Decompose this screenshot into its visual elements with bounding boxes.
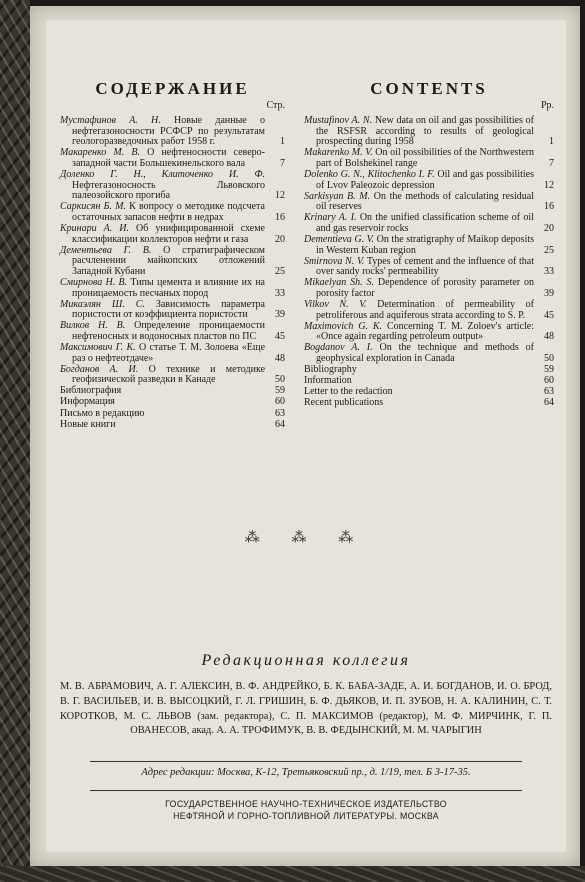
toc-entry-page: 64 [544, 397, 554, 409]
toc-entry-title: Письмо в редакцию [60, 407, 145, 419]
toc-entry-page: 1 [280, 136, 285, 148]
toc-entry-page: 39 [544, 288, 554, 299]
toc-entry-title: Recent publications [304, 397, 384, 409]
toc-entry-title: Нефтегазоносность Львовского палеозойского прогиба [72, 179, 265, 202]
toc-entry-text [304, 148, 534, 169]
toc-entry-page: 59 [275, 385, 285, 397]
toc-entry [304, 300, 554, 322]
book-bottom-edge [0, 866, 585, 882]
toc-entry-text [60, 116, 265, 148]
toc-entry-title: On the methods of calculating residual oil reserves [316, 190, 534, 213]
toc-entry-text [60, 170, 265, 202]
toc-entry-text [304, 322, 534, 343]
toc-entry-page: 39 [275, 309, 285, 321]
toc-entry-author: Микаэлян Ш. С. [60, 298, 145, 310]
toc-entry-text [304, 257, 534, 278]
page-column-header-ru: Стр. [266, 100, 285, 111]
divider-top [90, 761, 522, 762]
toc-entry-text [304, 398, 534, 409]
toc-entry [304, 213, 554, 235]
toc-entry-title: Новые книги [60, 418, 116, 430]
toc-entry-title: On the stratigraphy of Maikop deposits in Western Kuban region [316, 234, 535, 256]
contents-heading-en: CONTENTS [370, 79, 488, 98]
toc-entry [304, 257, 554, 279]
divider-bottom [90, 790, 522, 791]
book-spine-edge [0, 0, 30, 882]
editorial-address: Адрес редакции: Москва, К-12, Третьяковский пр., д. 1/19, тел. Б 3-17-35. [141, 767, 471, 778]
toc-entry-text [60, 321, 265, 342]
toc-entry-page: 45 [544, 309, 554, 321]
document-page [30, 6, 580, 866]
publisher-imprint [46, 798, 566, 822]
toc-entry-title: Oil and gas possibilities of Lvov Paleozoic depression [316, 168, 534, 191]
toc-entry-page: 63 [544, 386, 554, 398]
toc-entry [304, 343, 554, 365]
toc-entry-page: 33 [544, 266, 554, 278]
toc-entry-text [60, 224, 265, 245]
contents-russian [60, 78, 285, 431]
toc-entry [304, 148, 554, 170]
toc-entry-page: 50 [544, 353, 554, 365]
toc-entry-text [304, 387, 534, 398]
toc-entry-text [304, 213, 534, 234]
toc-entry-text [60, 202, 265, 223]
toc-entry-author: Доленко Г. Н., Клиточенко И. Ф. [60, 168, 265, 180]
toc-entry-page: 7 [549, 157, 554, 169]
toc-entry-page: 20 [275, 233, 285, 245]
toc-entry-title: К вопросу о методике подсчета остаточных запасов нефти в недрах [72, 201, 265, 223]
toc-entry-author: Dementieva G. V. [304, 234, 374, 246]
toc-entry-author: Bogdanov A. I. [304, 342, 373, 354]
toc-entry-page: 59 [544, 364, 554, 376]
toc-entry-title: Bibliography [304, 364, 357, 376]
toc-entry-page: 48 [275, 352, 285, 364]
publisher-line-1: ГОСУДАРСТВЕННОЕ НАУЧНО-ТЕХНИЧЕСКОЕ ИЗДАТЕЛЬСТВО [165, 799, 447, 809]
page-content [46, 20, 566, 852]
toc-entry-page: 25 [544, 244, 554, 256]
toc-entry [304, 398, 554, 409]
toc-entry-text [304, 278, 534, 299]
toc-entry-author: Mikaelyan Sh. S. [304, 277, 375, 289]
toc-entry-text [304, 116, 534, 148]
toc-entry [304, 116, 554, 148]
toc-entry-author: Vilkov N. V. [304, 299, 367, 311]
toc-entry [60, 116, 285, 148]
toc-entry-text [304, 376, 534, 387]
publisher-line-2: НЕФТЯНОЙ И ГОРНО-ТОПЛИВНОЙ ЛИТЕРАТУРЫ. МОСКВА [173, 811, 439, 821]
toc-entry-text [304, 343, 534, 364]
toc-entry-title: Information [304, 375, 352, 387]
toc-entry-text [60, 246, 265, 278]
toc-entry-author: Sarkisyan B. M. [304, 190, 371, 202]
toc-entry-page: 12 [544, 179, 554, 191]
toc-entry [304, 235, 554, 257]
toc-entry-page: 64 [275, 418, 285, 430]
toc-entry-page: 50 [275, 374, 285, 386]
toc-entry-title: О технике и методике геофизической разведки в Канаде [72, 363, 266, 386]
toc-entry-author: Maximovich G. K. [304, 320, 383, 332]
toc-entry-author: Krinary A. I. [304, 212, 357, 224]
toc-entry-page: 48 [544, 331, 554, 343]
toc-entry-title: On the technique and methods of geophysical exploration in Canada [316, 342, 534, 365]
toc-entry [60, 321, 285, 343]
toc-entry [304, 322, 554, 344]
toc-entry-text [60, 300, 265, 321]
toc-entry-text [304, 170, 534, 191]
toc-entry-page: 60 [544, 375, 554, 387]
toc-entry-title: Новые данные о нефтегазоносности РСФСР по результатам геологоразведочных работ 1958 г. [72, 115, 265, 148]
toc-entry [60, 365, 285, 387]
toc-entry-title: О статье Т. М. Золоева «Еще раз о нефтеотдаче» [72, 341, 266, 364]
toc-entry-text [60, 420, 265, 431]
toc-entry [60, 278, 285, 300]
toc-entry [304, 278, 554, 300]
editorial-board-members: М. В. АБРАМОВИЧ, А. Г. АЛЕКСИН, В. Ф. АНДРЕЙКО, Б. К. БАБА-ЗАДЕ, А. И. БОГДАНОВ, И. О. БРОД, В. Г. ВАСИЛЬЕВ, И. В. ВЫСОЦКИЙ, Г. Л. ГРИШИН, Б. Ф. ДЬЯКОВ, И. П. ЗУБОВ, Н. А. КАЛИНИН, С. Т. КОРОТКОВ, М. С. ЛЬВОВ (зам. редактора), С. П. МАКСИМОВ (редактор), М. Ф. МИРЧИНК, Г. П. ОВАНЕСОВ, акад. А. А. ТРОФИМУК, В. В. ФЕДЫНСКИЙ, М. М. ЧАРЫГИН [60, 681, 552, 737]
toc-entry [60, 343, 285, 365]
toc-entry-text [304, 365, 534, 376]
toc-entry-text [60, 278, 265, 299]
toc-entry [60, 202, 285, 224]
toc-entry [304, 192, 554, 214]
toc-entry-author: Максимович Г. К. [60, 341, 136, 353]
toc-entry-author: Mustafinov A. N. [304, 115, 373, 126]
toc-entry-title: Информация [60, 396, 115, 408]
toc-entry-author: Мустафинов А. Н. [60, 115, 161, 126]
page-column-header-en: Pp. [540, 100, 554, 111]
toc-entry-author: Макаренко М. В. [60, 147, 140, 159]
toc-entry-title: New data on oil and gas possibilities of the RSFSR according to results of geological prospecting during 1958 [316, 115, 534, 148]
toc-entry-page: 20 [544, 222, 554, 234]
toc-entry-page: 7 [280, 157, 285, 169]
toc-entry [60, 148, 285, 170]
toc-entry-author: Дементьева Г. В. [60, 244, 152, 256]
toc-entry [304, 170, 554, 192]
toc-entry-author: Вилков Н. В. [60, 320, 126, 332]
toc-entry-author: Саркисян Б. М. [60, 201, 126, 213]
toc-list-ru [60, 116, 285, 431]
toc-entry-text [60, 397, 265, 408]
toc-entry-title: On oil possibilities of the Northwestern part of Bolshekinel range [316, 147, 534, 169]
toc-entry-page: 12 [275, 190, 285, 202]
toc-entry-page: 33 [275, 287, 285, 299]
contents-english [304, 78, 554, 410]
toc-entry-title: Типы цемента и влияние их на проницаемость песчаных пород [72, 276, 265, 299]
toc-entry-title: Determination of permeability of petroliferous and aquiferous strata according to S. P. [316, 299, 534, 321]
toc-entry-page: 1 [549, 136, 554, 148]
toc-entry-page: 63 [275, 407, 285, 419]
toc-entry-text [60, 148, 265, 169]
toc-entry-page: 16 [275, 211, 285, 223]
toc-entry-title: Зависимость параметра пористости от коэффициента пористости [72, 298, 265, 321]
toc-list-en [304, 116, 554, 410]
toc-entry-title: Types of cement and the influence of that over sandy rocks' permeability [316, 255, 534, 278]
toc-entry-page: 16 [544, 201, 554, 213]
toc-entry [60, 246, 285, 278]
toc-entry [60, 224, 285, 246]
toc-entry-text [60, 386, 265, 397]
toc-entry-author: Кринари А. И. [60, 222, 129, 234]
toc-entry-text [60, 409, 265, 420]
toc-entry-title: О нефтеносности северо-западной части Большекинельского вала [72, 147, 265, 169]
toc-entry-author: Smirnova N. V. [304, 255, 365, 267]
toc-entry-author: Dolenko G. N., Klitochenko I. F. [304, 168, 435, 180]
toc-entry-page: 25 [275, 265, 285, 277]
toc-entry-page: 60 [275, 396, 285, 408]
toc-entry-title: О стратиграфическом расчленении майкопских отложений Западной Кубани [72, 244, 265, 277]
toc-entry-title: Об унифицированной схеме классификации коллекторов нефти и газа [72, 222, 265, 245]
toc-entry [60, 420, 285, 431]
toc-entry [60, 300, 285, 322]
toc-entry-text [60, 365, 265, 386]
toc-entry-title: Dependence of porosity parameter on porosity factor [316, 277, 535, 299]
toc-entry-title: Определение проницаемости нефтеносных и водоносных пластов по ПС [72, 320, 265, 342]
toc-entry-text [304, 235, 534, 256]
editorial-board-title: Редакционная коллегия [201, 652, 411, 669]
toc-entry-author: Богданов А. И. [60, 363, 139, 375]
toc-entry-author: Makarenko M. V. [304, 147, 373, 159]
toc-entry-text [60, 343, 265, 364]
toc-entry [60, 170, 285, 202]
toc-entry-text [304, 192, 534, 213]
toc-entry-title: Библиография [60, 385, 122, 397]
asterism-ornament: ⁂ ⁂ ⁂ [244, 530, 368, 546]
toc-entry-title: Concerning T. M. Zoloev's article: «Once again regarding petroleum output» [316, 320, 534, 343]
toc-entry-title: On the unified classification scheme of oil and gas reservoir rocks [316, 212, 534, 234]
toc-entry-title: Letter to the redaction [304, 386, 393, 398]
toc-entry-author: Смирнова Н. В. [60, 276, 128, 288]
toc-entry-text [304, 300, 534, 321]
contents-heading-ru: СОДЕРЖАНИЕ [95, 79, 250, 98]
toc-entry-page: 45 [275, 330, 285, 342]
